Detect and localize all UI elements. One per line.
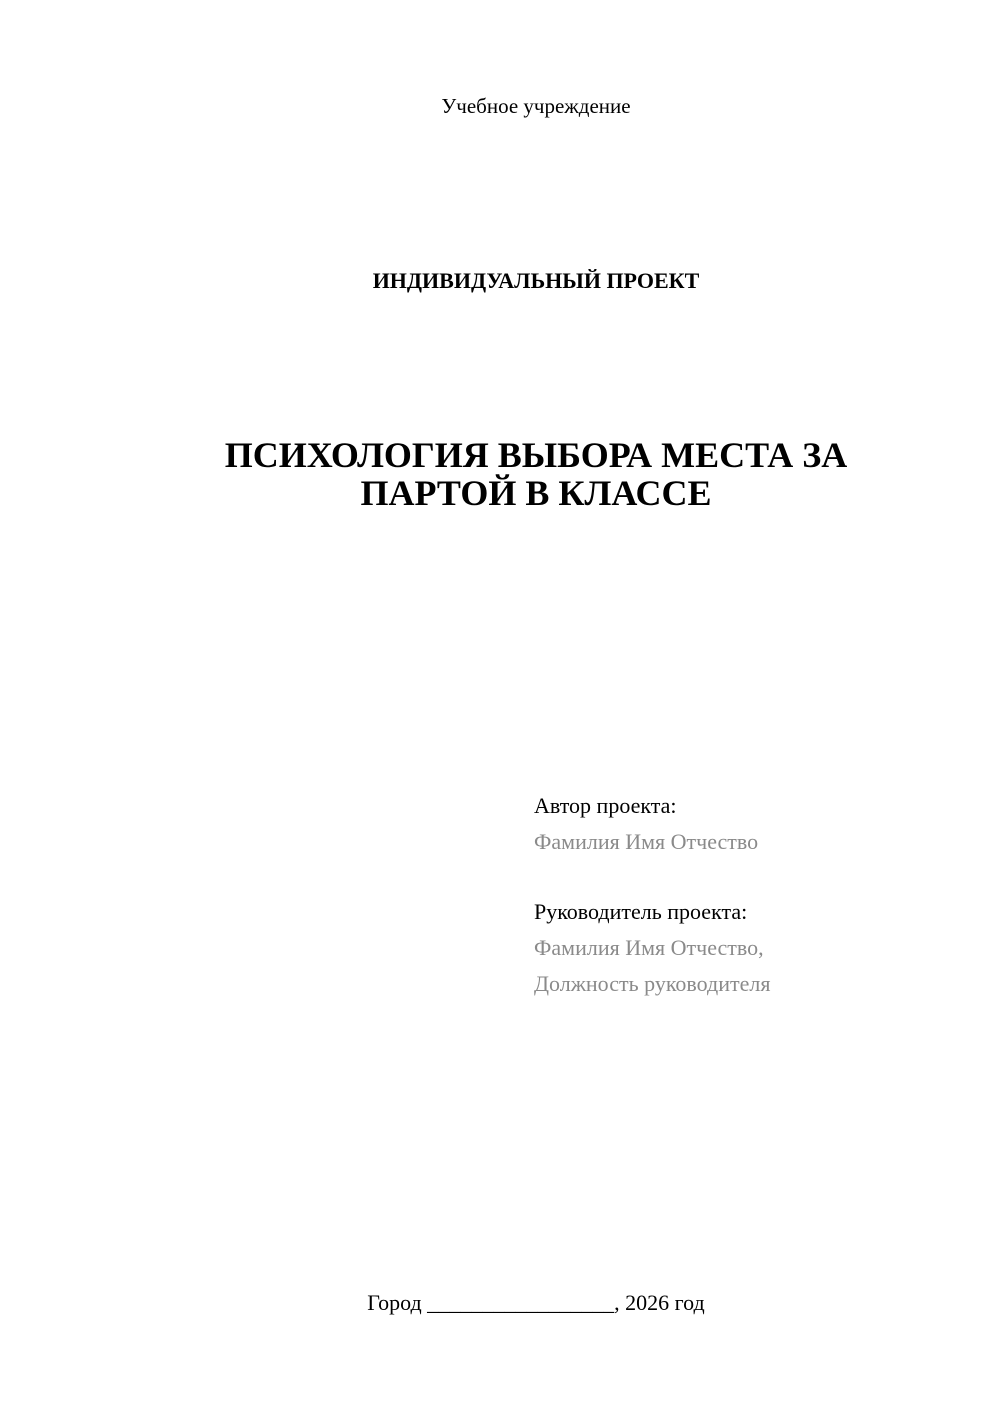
meta-spacer [534,860,974,894]
author-label: Автор проекта: [534,793,677,818]
author-name: Фамилия Имя Отчество [534,829,759,854]
supervisor-name: Фамилия Имя Отчество, [534,935,764,960]
project-title-line-2: ПАРТОЙ В КЛАССЕ [360,473,712,513]
city-year-line: Город _________________, 2026 год [367,1290,705,1315]
project-meta-block [534,788,974,1002]
supervisor-label: Руководитель проекта: [534,899,748,924]
project-title [0,436,1000,512]
project-type-heading: ИНДИВИДУАЛЬНЫЙ ПРОЕКТ [372,268,700,293]
supervisor-position: Должность руководителя [534,971,771,996]
project-title-line-1: ПСИХОЛОГИЯ ВЫБОРА МЕСТА ЗА [224,435,848,475]
institution-name: Учебное учреждение [441,94,631,118]
